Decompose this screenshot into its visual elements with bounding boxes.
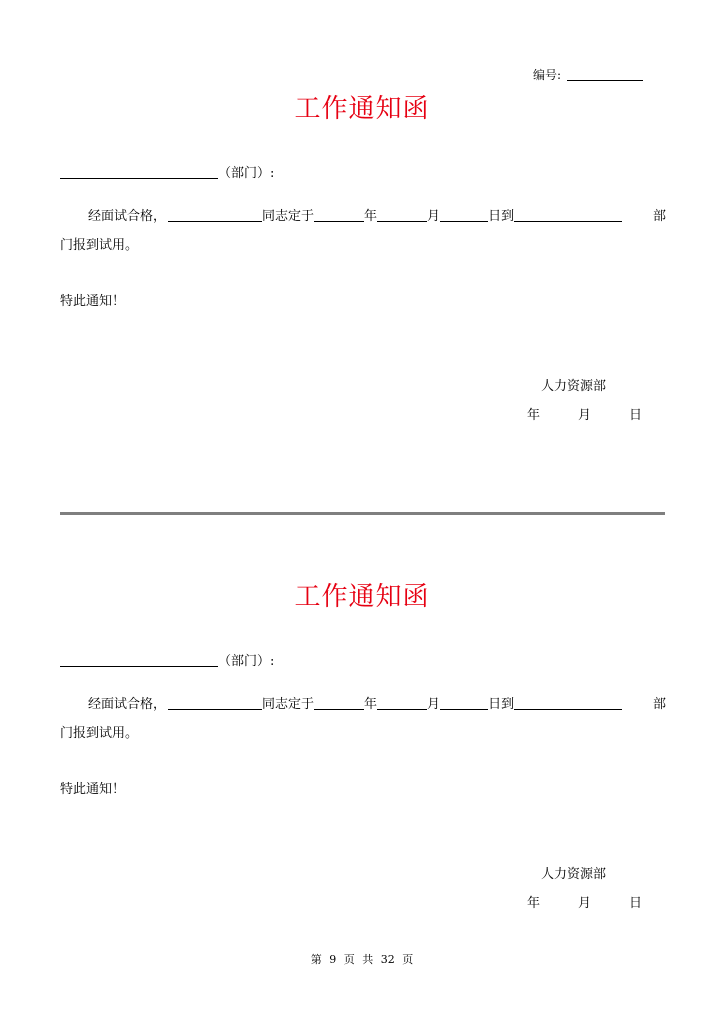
body-mid: 同志定于: [262, 209, 315, 224]
body-prefix: 经面试合格，: [88, 697, 167, 712]
month-blank: [377, 221, 427, 222]
year-label: 年: [364, 209, 378, 224]
department-suffix: （部门）:: [218, 654, 275, 669]
report-department-blank: [514, 221, 622, 222]
department-blank: [60, 178, 218, 179]
body-mid: 同志定于: [262, 697, 315, 712]
body-line-end: 部: [652, 209, 666, 224]
date-year: 年: [527, 896, 541, 911]
serial-number: [533, 66, 643, 83]
serial-number-blank: [567, 80, 643, 81]
section-divider: [60, 512, 665, 515]
body-line-1: [60, 693, 666, 712]
body-line-2: 门报到试用。: [60, 726, 139, 741]
form-title: 工作通知函: [294, 94, 430, 124]
report-department-blank: [514, 709, 622, 710]
day-to-label: 日到: [488, 697, 515, 712]
body-line-1: [60, 205, 666, 224]
day-blank: [440, 221, 488, 222]
date-day: 日: [629, 408, 643, 423]
date-day: 日: [629, 896, 643, 911]
department-blank: [60, 666, 218, 667]
department-line: [60, 162, 274, 181]
signature-dept: 人力资源部: [541, 379, 607, 394]
date-year: 年: [527, 408, 541, 423]
notice-text: 特此通知！: [60, 294, 126, 309]
name-blank: [168, 221, 262, 222]
form-title: 工作通知函: [294, 582, 430, 612]
day-to-label: 日到: [488, 209, 515, 224]
department-suffix: （部门）:: [218, 166, 275, 181]
day-blank: [440, 709, 488, 710]
date-month: 月: [578, 408, 592, 423]
date-month: 月: [578, 896, 592, 911]
name-blank: [168, 709, 262, 710]
month-label: 月: [427, 697, 441, 712]
body-line-2: 门报到试用。: [60, 238, 139, 253]
year-blank: [314, 709, 364, 710]
year-label: 年: [364, 697, 378, 712]
body-line-end: 部: [652, 697, 666, 712]
year-blank: [314, 221, 364, 222]
notice-text: 特此通知！: [60, 782, 126, 797]
department-line: [60, 650, 274, 669]
signature-dept: 人力资源部: [541, 867, 607, 882]
month-blank: [377, 709, 427, 710]
page-footer: 第 9 页 共 32 页: [310, 953, 414, 966]
body-prefix: 经面试合格，: [88, 209, 167, 224]
serial-number-label: 编号:: [533, 68, 562, 82]
month-label: 月: [427, 209, 441, 224]
